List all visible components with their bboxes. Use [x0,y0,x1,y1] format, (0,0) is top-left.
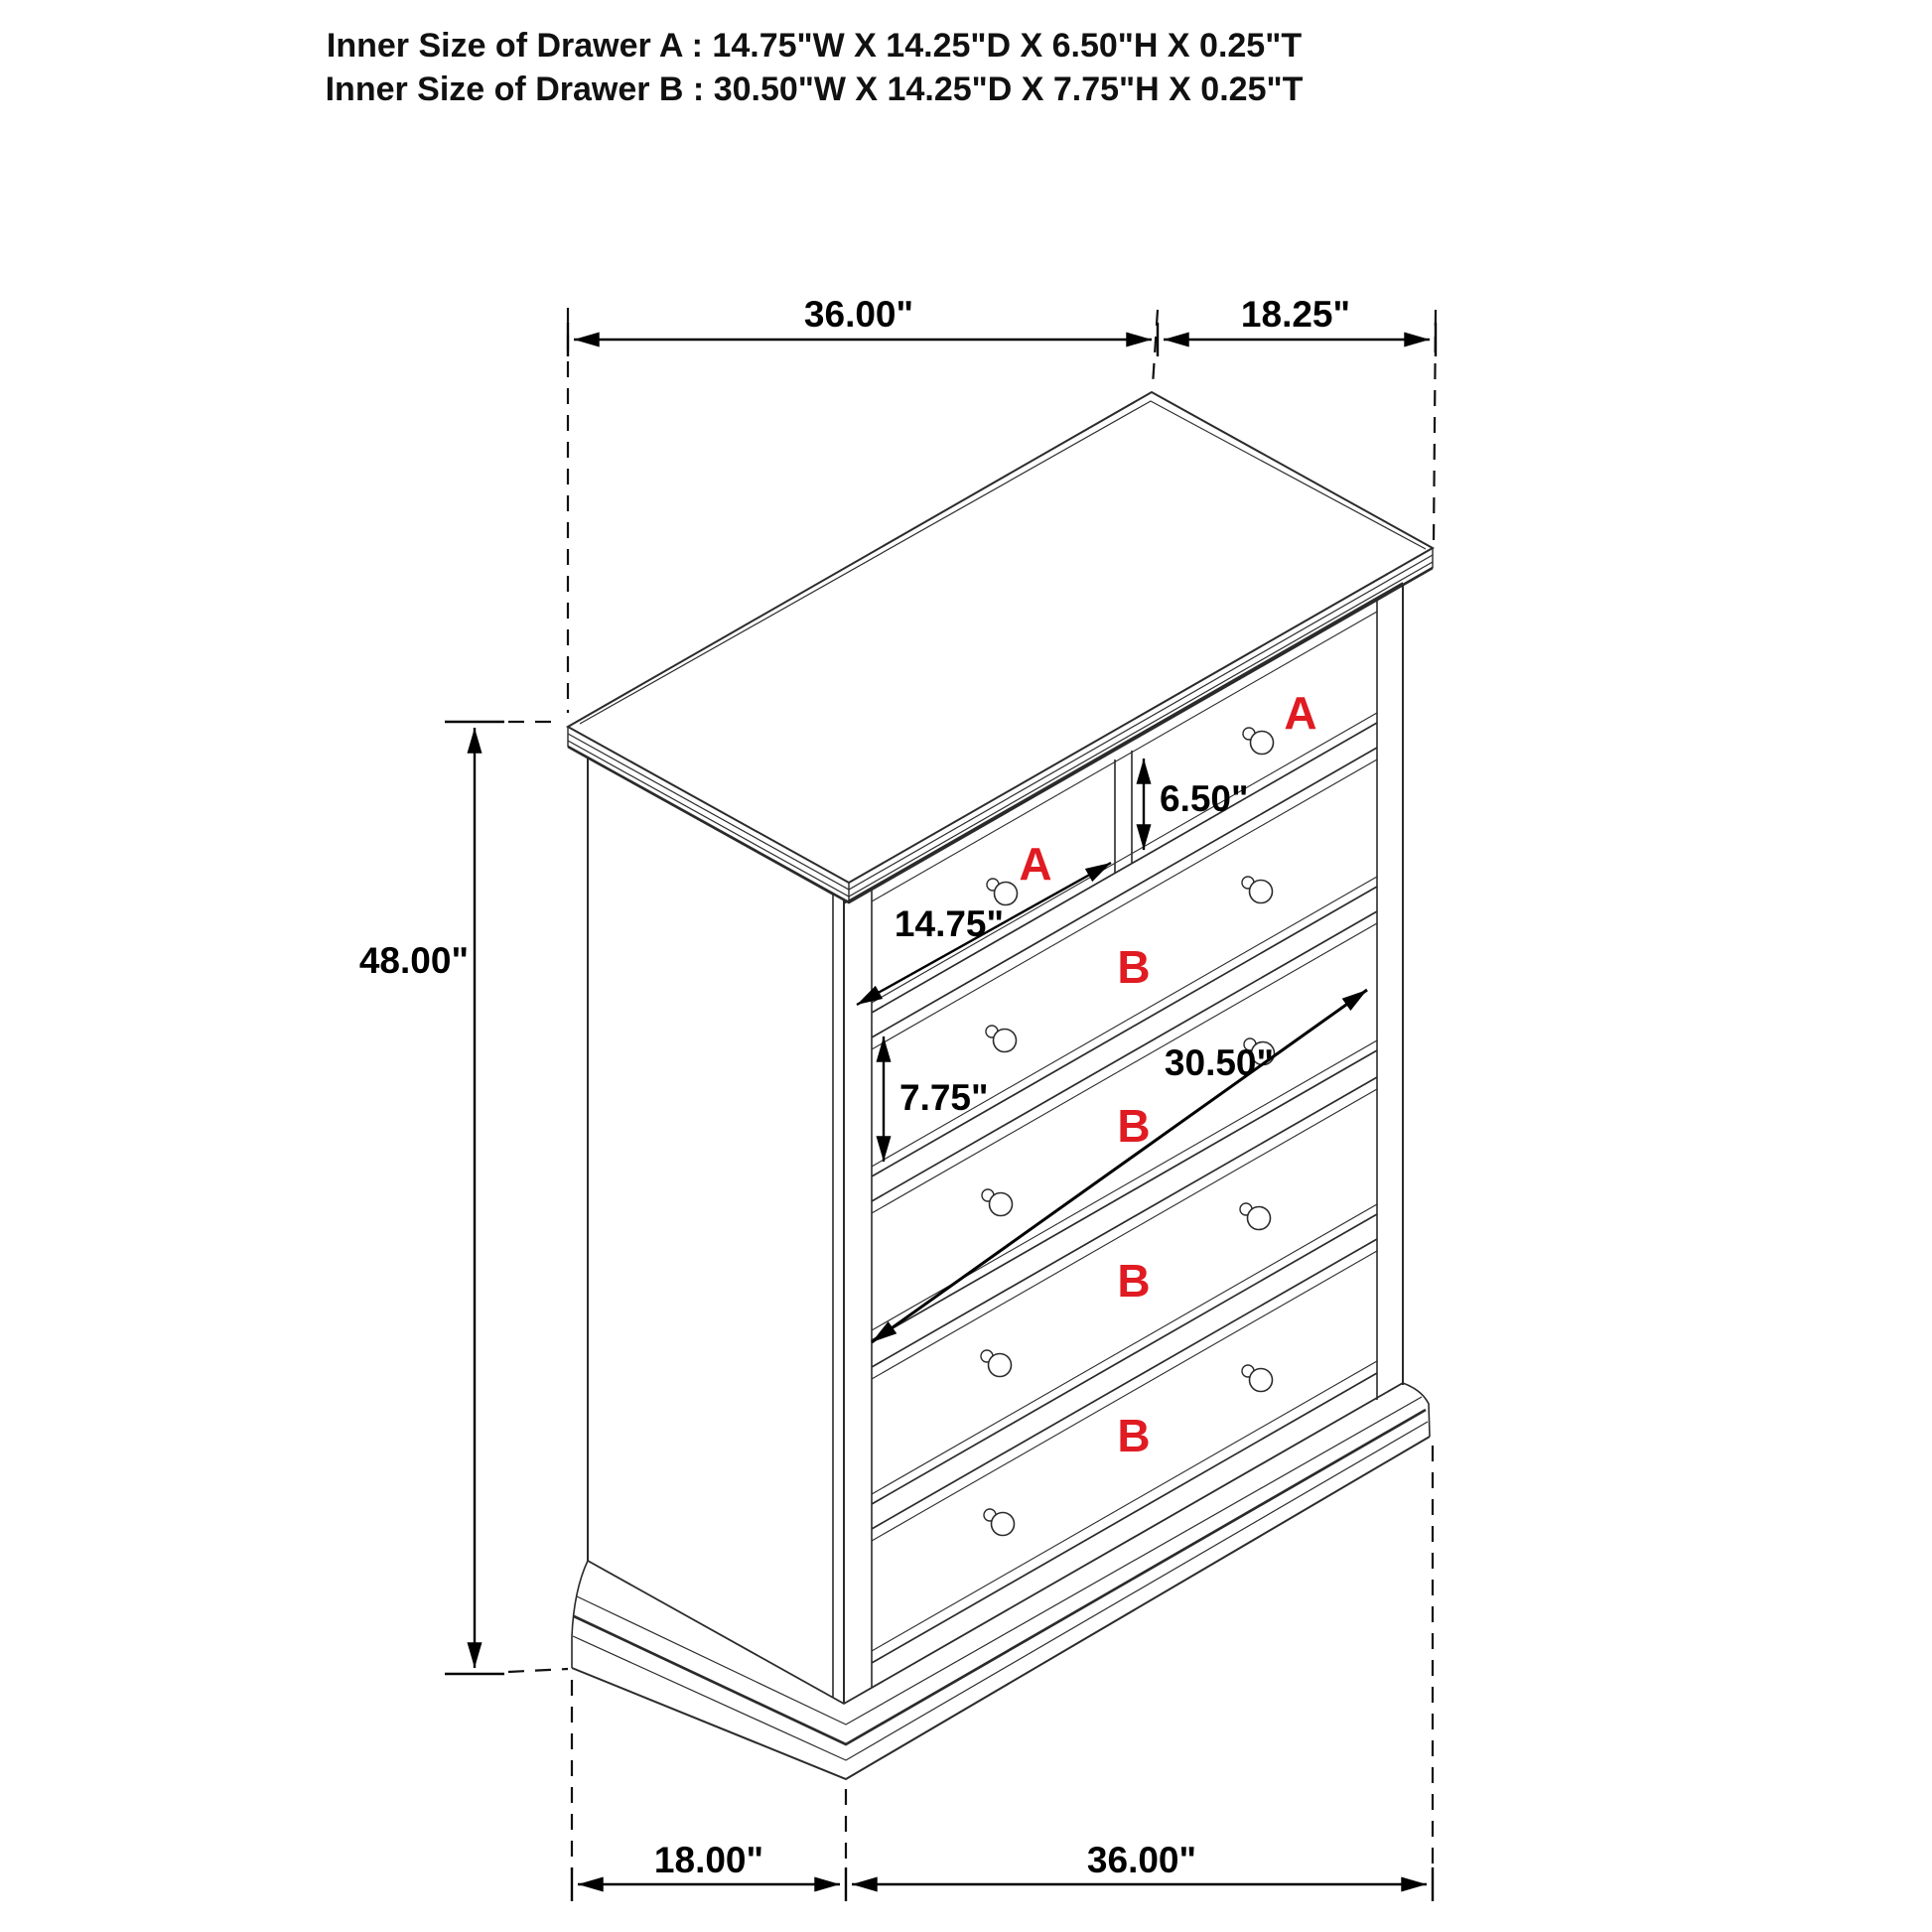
dim-top-width-label: 36.00" [803,294,914,335]
knob [981,1350,1012,1377]
knob [984,1509,1015,1536]
knob [982,1189,1013,1216]
dimension-overall-height [359,722,568,1674]
side-panel [588,758,872,1704]
dimension-drawer-a-height [1144,759,1249,850]
cabinet-top-slab [568,392,1433,902]
right-corner-post [1377,584,1403,1400]
drawer-label-b3: B [1117,1255,1151,1307]
title-block [326,27,1304,108]
dim-drawer-a-width-label: 14.75" [894,903,1005,944]
dim-top-depth-label: 18.25" [1240,294,1351,335]
dim-bottom-depth-label: 18.00" [653,1840,764,1880]
knob [1242,877,1273,903]
drawer-label-a1: A [1019,838,1052,890]
dim-drawer-b-height-label: 7.75" [899,1077,989,1118]
drawer-label-b2: B [1117,1100,1151,1152]
base-molding [572,1383,1430,1779]
knob [1243,728,1274,755]
knob [1240,1203,1271,1230]
dim-bottom-width-label: 36.00" [1086,1840,1197,1880]
dimension-top-depth [1164,294,1436,542]
dimension-bottom-depth [572,1680,846,1901]
cabinet-drawing [568,392,1433,1779]
dim-drawer-b-width-label: 30.50" [1164,1042,1275,1083]
dimension-top-width [568,294,1158,713]
drawer-label-a2: A [1284,687,1317,739]
knob [1242,1365,1273,1392]
dim-overall-height-label: 48.00" [358,940,469,981]
knob [986,1026,1017,1052]
title-line-1: Inner Size of Drawer A : 14.75"W X 14.25"D X 6.50"H X 0.25"T [326,27,1303,65]
dimension-bottom-width [852,1446,1433,1901]
drawer-label-b1: B [1117,941,1151,993]
knob [987,879,1018,905]
title-line-2: Inner Size of Drawer B : 30.50"W X 14.25"D X 7.75"H X 0.25"T [325,70,1304,108]
drawer-label-b4: B [1117,1410,1151,1461]
dim-drawer-a-height-label: 6.50" [1160,778,1249,819]
